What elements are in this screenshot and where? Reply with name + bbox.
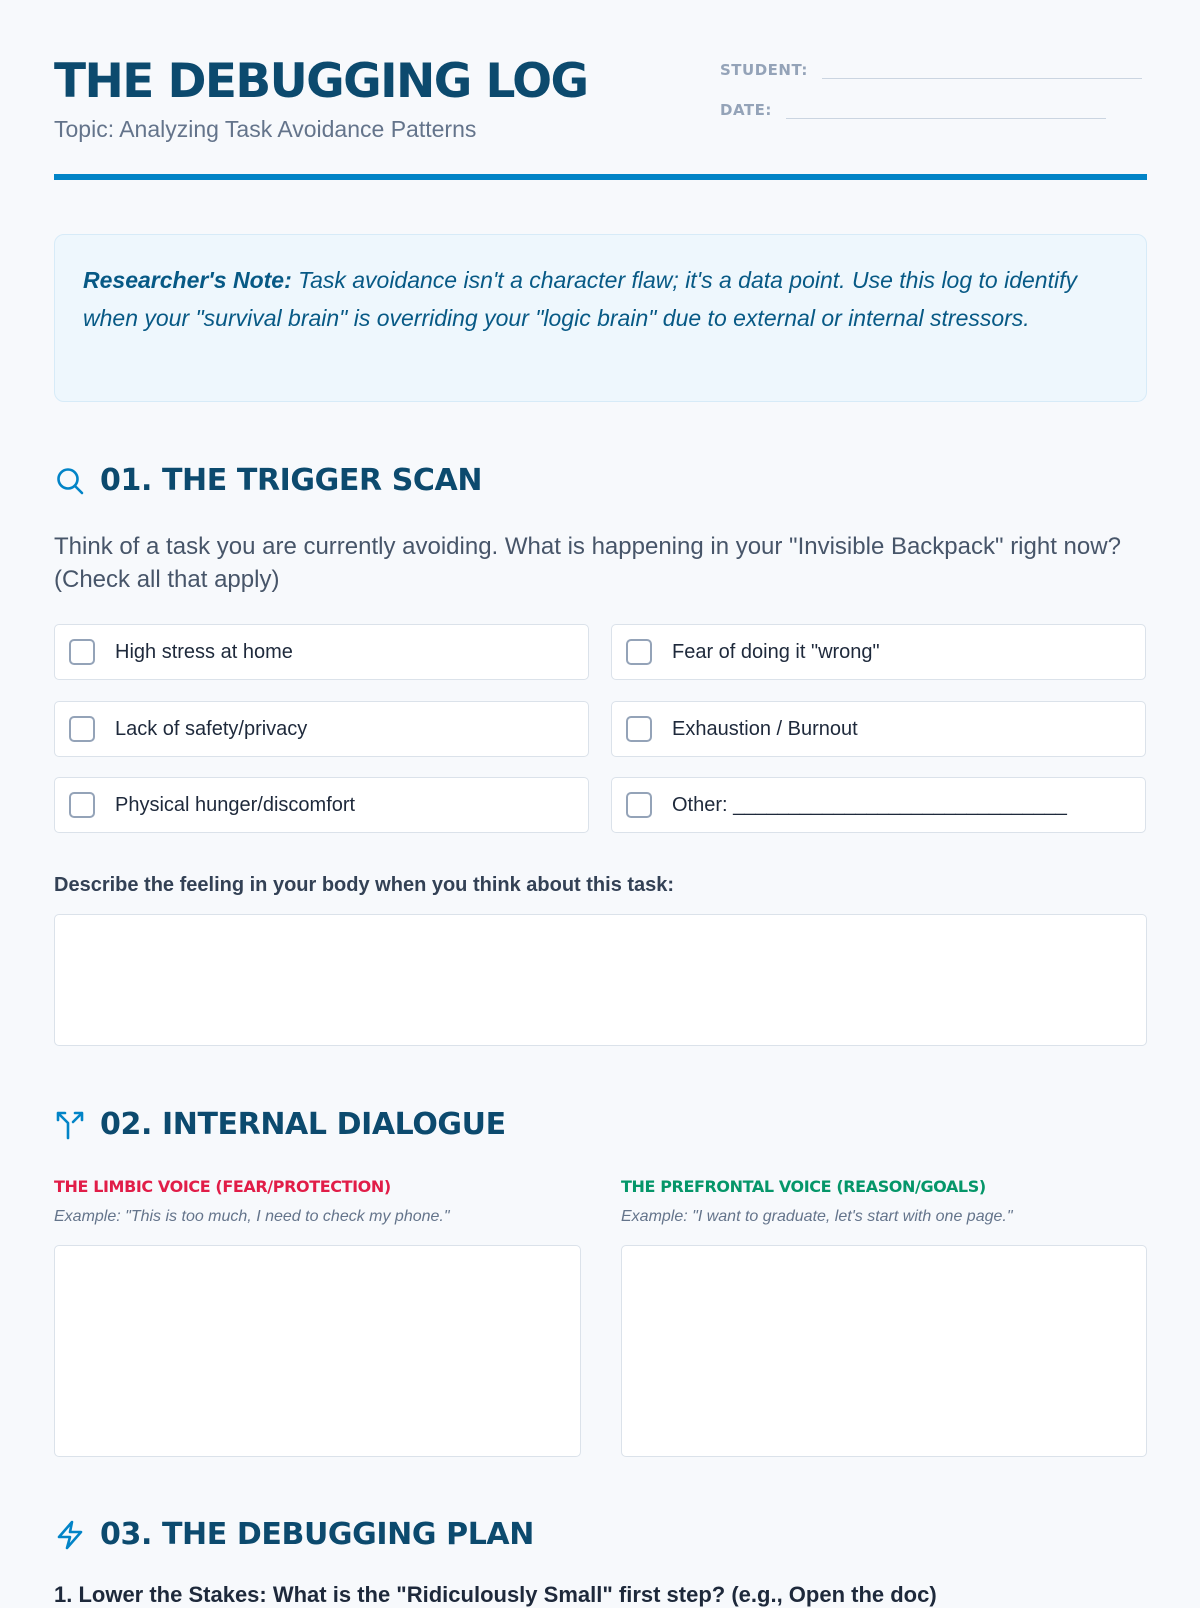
checkbox[interactable] (626, 792, 652, 818)
checkbox[interactable] (69, 792, 95, 818)
checkbox[interactable] (69, 639, 95, 665)
split-arrow-icon (54, 1109, 86, 1141)
feeling-textarea[interactable] (54, 914, 1147, 1046)
checkbox[interactable] (626, 716, 652, 742)
limbic-voice-label: THE LIMBIC VOICE (FEAR/PROTECTION) (54, 1177, 391, 1196)
page-title: THE DEBUGGING LOG (54, 54, 588, 109)
option-lack-safety[interactable] (54, 701, 589, 757)
search-icon (54, 465, 86, 497)
student-row (720, 58, 1142, 79)
checkbox[interactable] (626, 639, 652, 665)
prefrontal-voice-textarea[interactable] (621, 1245, 1147, 1457)
option-fear-wrong[interactable] (611, 624, 1146, 680)
header-divider (54, 174, 1147, 180)
note-label: Researcher's Note: (83, 267, 292, 293)
date-label: DATE: (720, 101, 772, 119)
section-trigger-scan-heading (54, 463, 482, 498)
student-label: STUDENT: (720, 61, 808, 79)
option-exhaustion[interactable] (611, 701, 1146, 757)
option-label: Exhaustion / Burnout (672, 717, 858, 740)
option-label: Physical hunger/discomfort (115, 793, 356, 816)
option-high-stress[interactable] (54, 624, 589, 680)
lightning-icon (54, 1519, 86, 1551)
date-row (720, 98, 1106, 119)
section-3-title: 03. THE DEBUGGING PLAN (100, 1517, 534, 1552)
date-field[interactable] (786, 98, 1106, 119)
prefrontal-voice-label: THE PREFRONTAL VOICE (REASON/GOALS) (621, 1177, 986, 1196)
section-2-title: 02. INTERNAL DIALOGUE (100, 1107, 506, 1142)
trigger-scan-intro: Think of a task you are currently avoiding. What is happening in your "Invisible Backpack" right now? (Check all that apply) (54, 533, 1121, 593)
option-label: High stress at home (115, 640, 293, 663)
checkbox[interactable] (69, 716, 95, 742)
note-text: Task avoidance isn't a character flaw; it's a data point. Use this log to identify when your "survival brain" is overriding your "logic brain" due to external or internal stressors. (83, 267, 1077, 331)
prefrontal-voice-example: Example: "I want to graduate, let's start with one page." (621, 1208, 1013, 1225)
section-internal-dialogue-heading (54, 1107, 506, 1142)
limbic-voice-textarea[interactable] (54, 1245, 581, 1457)
researcher-note (54, 234, 1147, 402)
option-other[interactable] (611, 777, 1146, 833)
student-field[interactable] (822, 58, 1142, 79)
option-physical-hunger[interactable] (54, 777, 589, 833)
limbic-voice-example: Example: "This is too much, I need to check my phone." (54, 1208, 450, 1225)
option-label: Lack of safety/privacy (115, 717, 308, 740)
option-label: Other: ______________________________ (672, 793, 1067, 816)
section-1-title: 01. THE TRIGGER SCAN (100, 463, 483, 498)
page-subtitle: Topic: Analyzing Task Avoidance Patterns (54, 116, 477, 142)
section-debugging-plan-heading (54, 1517, 534, 1552)
option-label: Fear of doing it "wrong" (672, 640, 880, 663)
plan-question-1: 1. Lower the Stakes: What is the "Ridiculously Small" first step? (e.g., Open the doc) (54, 1582, 937, 1607)
feeling-label: Describe the feeling in your body when you think about this task: (54, 874, 675, 896)
